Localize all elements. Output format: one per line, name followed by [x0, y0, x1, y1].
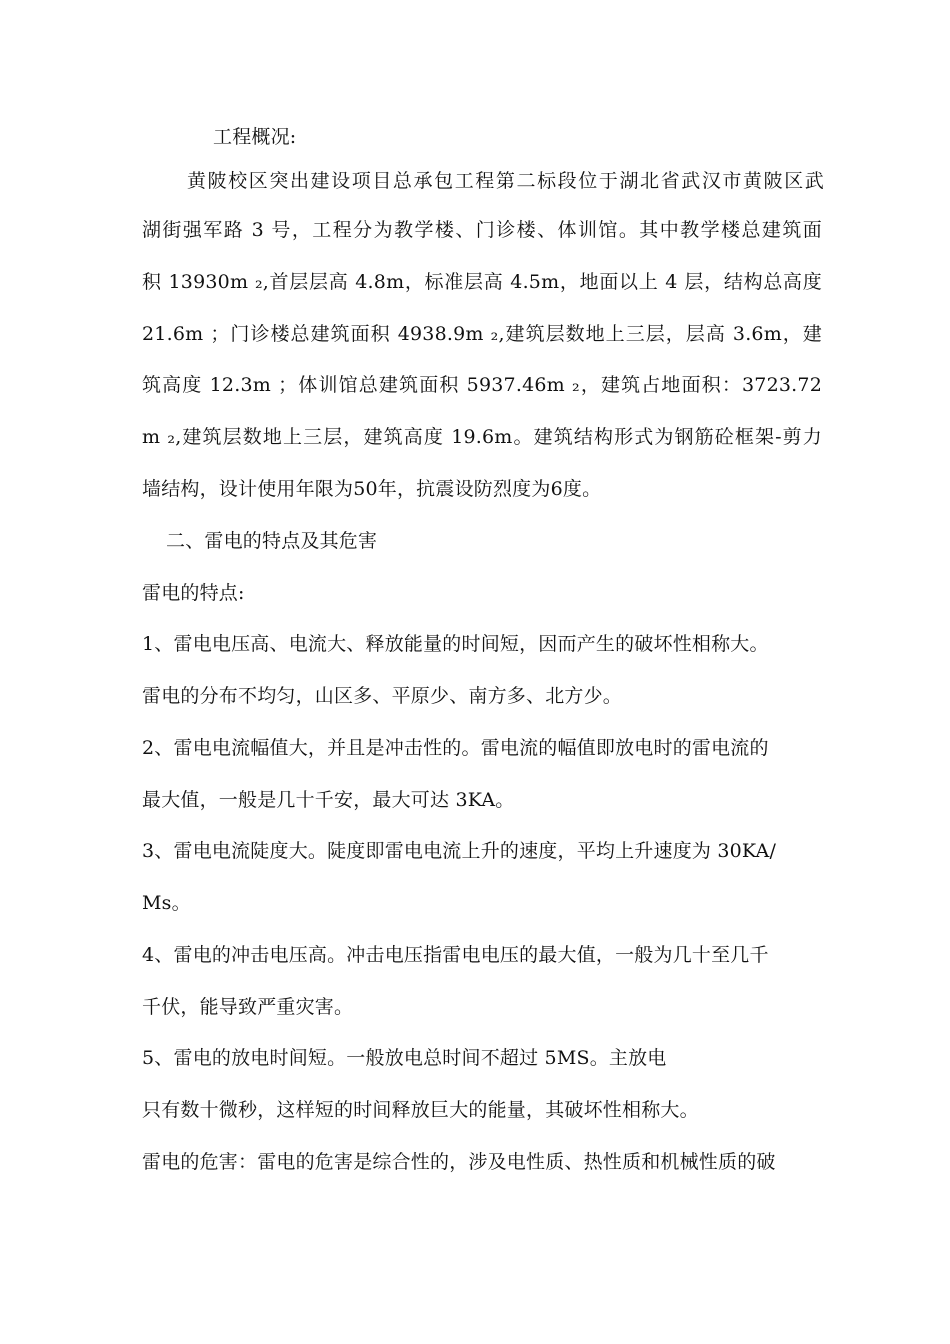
body-line-10: 只有数十微秒，这样短的时间释放巨大的能量，其破坏性相称大。 [142, 1099, 699, 1121]
body-line-9: 5、雷电的放电时间短。一般放电总时间不超过 5MS。主放电 [142, 1047, 667, 1069]
body-line-1: 1、雷电电压高、电流大、释放能量的时间短，因而产生的破坏性相称大。 [142, 633, 769, 655]
body-line-3: 2、雷电电流幅值大，并且是冲击性的。雷电流的幅值即放电时的雷电流的 [142, 737, 769, 759]
body-line-5: 3、雷电电流陡度大。陡度即雷电电流上升的速度，平均上升速度为 30KA/ [142, 840, 777, 862]
overview-line-1: 黄陂校区突出建设项目总承包工程第二标段位于湖北省武汉市黄陂区武 [187, 170, 824, 192]
body-line-8: 千伏，能导致严重灾害。 [142, 996, 354, 1018]
body-line-7: 4、雷电的冲击电压高。冲击电压指雷电电压的最大值，一般为几十至几千 [142, 944, 769, 966]
overview-line-6: m ₂,建筑层数地上三层，建筑高度 19.6m。建筑结构形式为钢筋砼框架-剪力 [142, 426, 822, 448]
overview-line-3: 积 13930m ₂,首层层高 4.8m，标准层高 4.5m，地面以上 4 层，结构总高度 [142, 271, 822, 293]
overview-line-4: 21.6m ；门诊楼总建筑面积 4938.9m ₂,建筑层数地上三层，层高 3.6m，建 [142, 323, 822, 345]
features-title: 雷电的特点: [142, 582, 245, 604]
body-line-4: 最大值，一般是几十千安，最大可达 3KA。 [142, 789, 515, 811]
body-line-2: 雷电的分布不均匀，山区多、平原少、南方多、北方少。 [142, 685, 623, 707]
overview-line-7: 墙结构，设计使用年限为50年，抗震设防烈度为6度。 [142, 478, 602, 500]
section-title: 二、雷电的特点及其危害 [166, 530, 378, 552]
body-line-11: 雷电的危害：雷电的危害是综合性的，涉及电性质、热性质和机械性质的破 [142, 1151, 776, 1173]
heading: 工程概况: [213, 126, 297, 148]
overview-line-5: 筑高度 12.3m ；体训馆总建筑面积 5937.46m ₂，建筑占地面积：3723.72 [142, 374, 822, 396]
overview-line-2: 湖街强军路 3 号，工程分为教学楼、门诊楼、体训馆。其中教学楼总建筑面 [142, 219, 822, 241]
body-line-6: Ms。 [142, 892, 191, 914]
